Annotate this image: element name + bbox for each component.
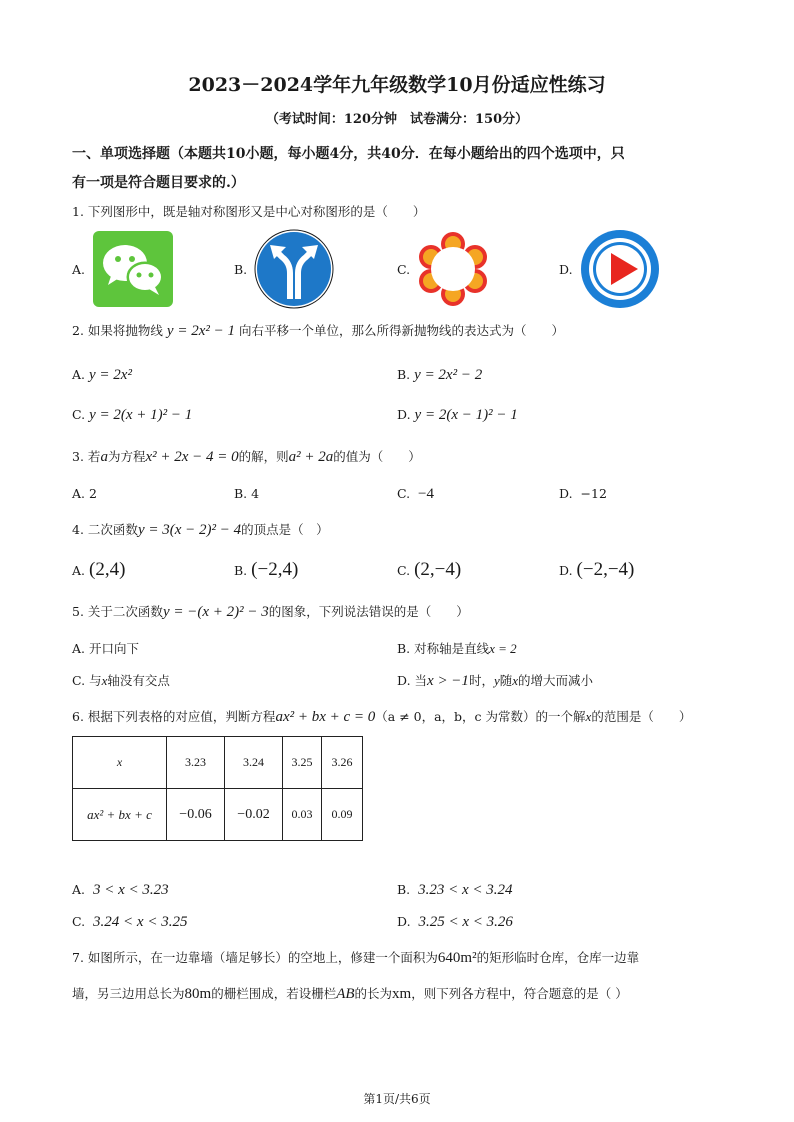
q1-stem: 1. 下列图形中，既是轴对称图形又是中心对称图形的是（ ） — [72, 204, 426, 219]
q5-option-c-pre: C. 与 — [72, 673, 102, 688]
q5-option-d-var-y: y — [493, 673, 500, 688]
q1-label-b: B. — [234, 262, 248, 277]
q5-option-d-var-x: x — [512, 673, 519, 688]
q5-option-c-post: 轴没有交点 — [107, 673, 170, 688]
q7-line2-pre: 墙，另三边用总长为 — [72, 986, 185, 1001]
q3-mid2: 的解，则 — [238, 449, 289, 464]
table-cell: 0.03 — [283, 789, 322, 841]
q2-option-b-label: B. — [397, 367, 411, 382]
q4-option-a — [72, 561, 125, 580]
q2-option-c — [72, 406, 192, 424]
q7-line1 — [72, 949, 639, 967]
q3-option-c-label: C. — [397, 486, 411, 501]
q2-option-d-label: D. — [397, 407, 411, 422]
q6-option-c-label: C. — [72, 914, 86, 929]
q6-option-b-label: B. — [397, 882, 411, 897]
q6-post: 的范围是（ ） — [591, 709, 692, 724]
table-cell: −0.06 — [167, 789, 225, 841]
q5-option-c-var: x — [101, 673, 108, 688]
q7-line2-mid: 的栅栏围成，若设栅栏 — [211, 986, 337, 1001]
q5-stem — [72, 603, 469, 621]
q2-option-b — [397, 366, 482, 384]
q2-option-d — [397, 406, 518, 424]
table-cell: 3.25 — [283, 737, 322, 789]
q7-line2 — [72, 985, 628, 1003]
q4-option-c-val: (2,−4) — [414, 559, 462, 580]
table-cell: ax² + bx + c — [73, 789, 167, 841]
q4-option-d — [559, 561, 634, 580]
q3-option-d-label: D. — [559, 486, 573, 501]
q4-option-d-val: (−2,−4) — [576, 559, 635, 580]
table-row — [73, 737, 363, 789]
q3-option-d — [559, 485, 607, 503]
q1-label-a: A. — [72, 262, 86, 277]
table-cell: 3.24 — [225, 737, 283, 789]
q7-line2-mid2: 的长为 — [354, 986, 393, 1001]
q5-option-d-pre: D. 当 — [397, 673, 428, 688]
q3-option-c — [397, 485, 434, 503]
exam-title: 2023－2024学年九年级数学10月份适应性练习 — [188, 74, 606, 96]
table-cell: 3.23 — [167, 737, 225, 789]
q5-option-b-expr: x = 2 — [489, 641, 517, 656]
q3-stem — [72, 448, 421, 466]
q7-length: 80m — [184, 986, 212, 1002]
q4-option-a-label: A. — [72, 563, 86, 578]
q5-option-d-post: 的增大而减小 — [518, 673, 594, 688]
q6-option-a — [72, 881, 169, 899]
q3-option-a-val: 2 — [89, 486, 97, 501]
q5-option-b-text: B. 对称轴是直线 — [397, 641, 490, 656]
q4-post: 的顶点是（ ） — [241, 522, 329, 537]
q3-post: 的值为（ ） — [333, 449, 421, 464]
table-cell: x — [73, 737, 167, 789]
q5-pre: 关于二次函数 — [87, 604, 163, 619]
q3-pre: 若 — [87, 449, 101, 464]
q3-expr: a² + 2a — [288, 449, 334, 465]
q4-expr: y = 3(x − 2)² − 4 — [137, 522, 242, 538]
q4-option-b — [234, 561, 298, 580]
q6-option-c — [72, 913, 187, 931]
q5-num: 5. — [72, 604, 84, 619]
q7-xm: xm — [392, 986, 412, 1002]
q1-label-c: C. — [397, 262, 411, 277]
q4-option-c — [397, 561, 461, 580]
q6-option-d-expr: 3.25 < x < 3.26 — [418, 914, 513, 930]
q2-pre: 如果将抛物线 — [87, 323, 163, 338]
q4-pre: 二次函数 — [87, 522, 138, 537]
q4-option-d-label: D. — [559, 563, 573, 578]
q2-option-a-label: A. — [72, 367, 86, 382]
q6-option-c-expr: 3.24 < x < 3.25 — [93, 914, 188, 930]
q5-option-a: A. 开口向下 — [72, 641, 139, 656]
q6-eq: ax² + bx + c = 0 — [275, 709, 376, 725]
q6-stem — [72, 708, 691, 726]
wechat-logo-icon — [93, 231, 173, 307]
q4-option-b-val: (−2,4) — [251, 559, 299, 580]
flower-ring-icon — [416, 232, 490, 306]
q4-option-b-label: B. — [234, 563, 248, 578]
q7-line1-post: 的矩形临时仓库，仓库一边靠 — [476, 950, 640, 965]
exam-subtitle: （考试时间：120分钟 试卷满分：150分） — [265, 112, 529, 127]
q3-option-c-val: −4 — [418, 486, 435, 502]
q5-option-d — [397, 672, 593, 690]
q3-option-b-label: B. — [234, 486, 248, 501]
q6-pre: 根据下列表格的对应值，判断方程 — [87, 709, 276, 724]
q3-option-a-label: A. — [72, 486, 86, 501]
q3-eq: x² + 2x − 4 = 0 — [145, 449, 239, 465]
q3-var: a — [100, 449, 108, 465]
q6-option-a-expr: 3 < x < 3.23 — [92, 882, 169, 898]
q5-option-d-mid: 时， — [468, 673, 494, 688]
q6-paren: （a ≠ 0，a，b，c 为常数）的一个解 — [375, 709, 586, 724]
q3-option-a — [72, 485, 97, 503]
q2-option-b-expr: y = 2x² − 2 — [414, 367, 483, 383]
road-sign-icon — [254, 229, 334, 309]
q1-label-d: D. — [559, 262, 573, 277]
q5-expr: y = −(x + 2)² − 3 — [162, 604, 269, 620]
q3-mid1: 为方程 — [107, 449, 146, 464]
q7-line2-post: ，则下列各方程中，符合题意的是（ ） — [411, 986, 628, 1001]
table-cell: 0.09 — [322, 789, 363, 841]
q3-num: 3. — [72, 449, 84, 464]
q7-ab: AB — [336, 986, 355, 1002]
table-cell: −0.02 — [225, 789, 283, 841]
q2-stem — [72, 322, 564, 340]
q4-option-a-val: (2,4) — [89, 559, 126, 580]
section-heading-line2: 有一项是符合题目要求的.） — [72, 175, 245, 191]
q3-option-b — [234, 485, 259, 503]
q3-option-d-val: −12 — [580, 486, 607, 501]
q6-var: x — [585, 709, 592, 724]
table-cell: 3.26 — [322, 737, 363, 789]
value-table — [72, 736, 363, 841]
q2-num: 2. — [72, 323, 84, 338]
play-button-icon — [580, 229, 660, 309]
q5-option-b — [397, 640, 517, 658]
q2-option-a-expr: y = 2x² — [89, 367, 132, 383]
q5-option-d-expr: x > −1 — [427, 673, 469, 689]
q2-option-a — [72, 366, 132, 384]
q6-num: 6. — [72, 709, 84, 724]
q7-line1-pre: 7. 如图所示，在一边靠墙（墙足够长）的空地上，修建一个面积为 — [72, 950, 438, 965]
q6-option-b-expr: 3.23 < x < 3.24 — [418, 882, 513, 898]
q5-post: 的图象，下列说法错误的是（ ） — [268, 604, 469, 619]
q6-option-a-label: A. — [72, 882, 86, 897]
q7-area: 640m² — [437, 950, 477, 966]
q6-option-d — [397, 913, 513, 931]
q4-num: 4. — [72, 522, 84, 537]
q2-option-c-label: C. — [72, 407, 86, 422]
q2-option-d-expr: y = 2(x − 1)² − 1 — [414, 407, 518, 423]
section-heading-line1: 一、单项选择题（本题共10小题，每小题4分，共40分．在每小题给出的四个选项中，只 — [72, 146, 625, 162]
page-footer: 第1页/共6页 — [363, 1092, 431, 1106]
q5-option-c — [72, 672, 170, 690]
q2-post: 向右平移一个单位，那么所得新抛物线的表达式为（ ） — [238, 323, 564, 338]
q5-option-d-mid2: 随 — [499, 673, 513, 688]
table-row — [73, 789, 363, 841]
section-heading — [72, 140, 732, 198]
q2-option-c-expr: y = 2(x + 1)² − 1 — [89, 407, 193, 423]
q4-option-c-label: C. — [397, 563, 411, 578]
q6-option-d-label: D. — [397, 914, 411, 929]
q6-option-b — [397, 881, 513, 899]
q2-expr: y = 2x² − 1 — [166, 323, 235, 339]
q4-stem — [72, 521, 329, 539]
q3-option-b-val: 4 — [251, 486, 260, 501]
